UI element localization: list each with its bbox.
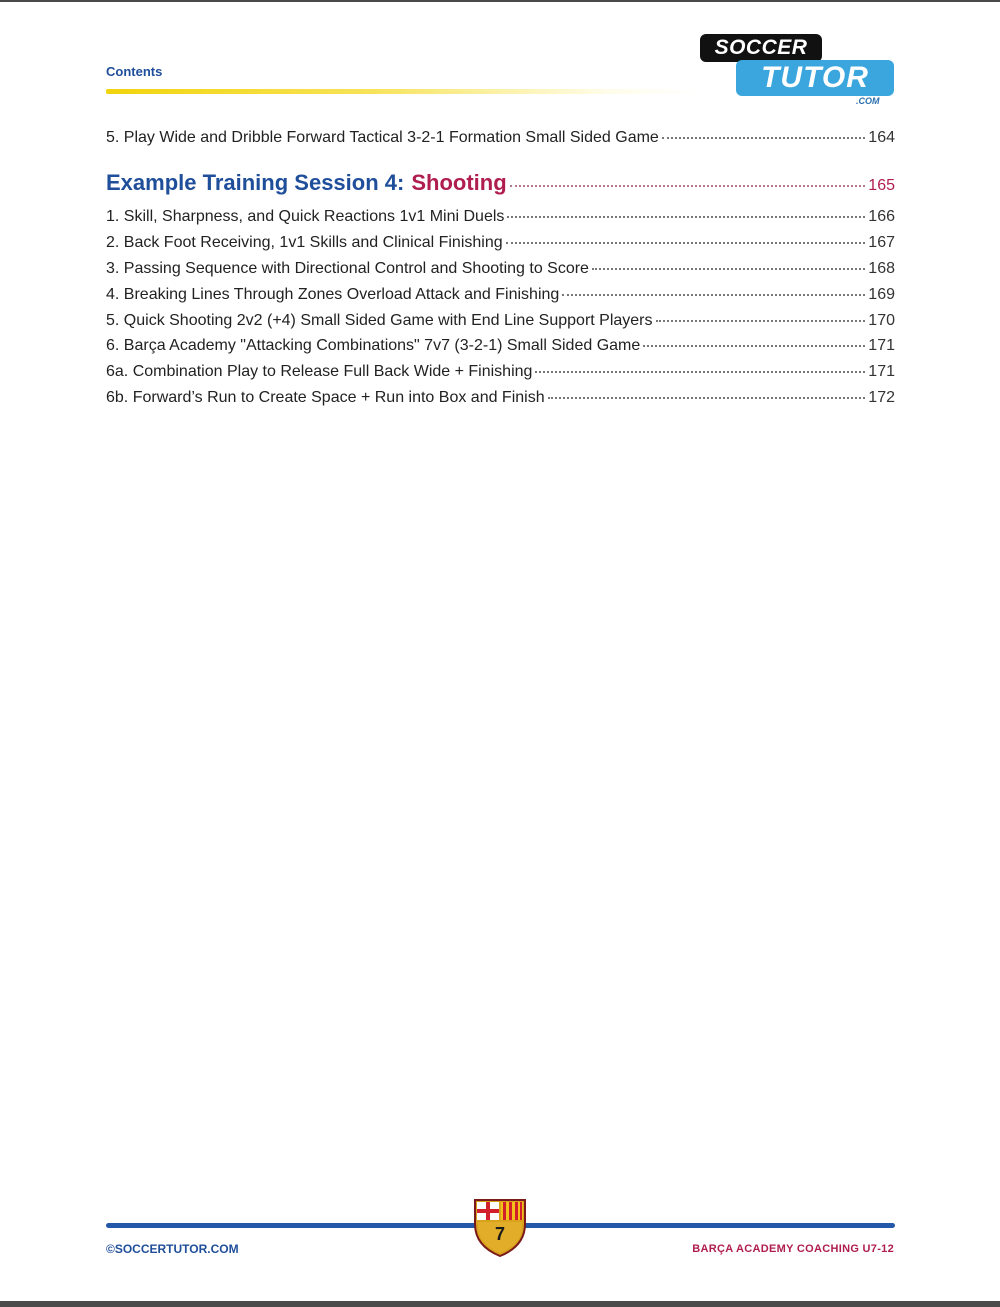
section-label: Contents [106, 64, 163, 79]
dot-leader [510, 185, 866, 187]
toc-entry-page: 166 [868, 208, 895, 225]
soccer-tutor-logo [700, 34, 896, 108]
toc-entry[interactable] [106, 260, 895, 278]
toc-entry-label: 4. Breaking Lines Through Zones Overload Attack and Finishing [106, 286, 560, 303]
logo-tutor-text: TUTOR [736, 60, 894, 96]
header-underline [106, 89, 696, 94]
session-title: Example Training Session 4: [106, 170, 405, 195]
logo-com-text: .COM [856, 96, 880, 106]
page-top-edge [0, 0, 1000, 2]
toc-entry-page: 170 [868, 312, 895, 329]
toc-entry-page: 169 [868, 286, 895, 303]
dot-leader [548, 397, 866, 399]
toc-entry-label: 6. Barça Academy "Attacking Combinations" 7v7 (3-2-1) Small Sided Game [106, 337, 641, 354]
dot-leader [656, 320, 866, 322]
dot-leader [592, 268, 865, 270]
toc-entry[interactable] [106, 363, 895, 381]
session-heading[interactable] [106, 170, 895, 196]
toc-entry-page: 172 [868, 389, 895, 406]
toc-entry-page: 171 [868, 337, 895, 354]
toc-entry[interactable] [106, 312, 895, 330]
toc-entry-label: 2. Back Foot Receiving, 1v1 Skills and Clinical Finishing [106, 234, 503, 251]
dot-leader [535, 371, 865, 373]
toc-entry-label: 1. Skill, Sharpness, and Quick Reactions 1v1 Mini Duels [106, 208, 505, 225]
dot-leader [662, 137, 865, 139]
dot-leader [506, 242, 866, 244]
toc-entry-label: 5. Play Wide and Dribble Forward Tactical 3-2-1 Formation Small Sided Game [106, 129, 659, 146]
toc-entry-prev[interactable] [106, 129, 895, 147]
toc-entry[interactable] [106, 337, 895, 355]
toc-entry[interactable] [106, 234, 895, 252]
toc-entry-page: 167 [868, 234, 895, 251]
toc-entry[interactable] [106, 389, 895, 407]
logo-soccer-text: SOCCER [700, 34, 822, 62]
page-number: 7 [494, 1224, 505, 1244]
session-page: 165 [868, 177, 895, 194]
toc-entry-label: 6a. Combination Play to Release Full Back Wide + Finishing [106, 363, 533, 380]
toc-entry-label: 3. Passing Sequence with Directional Control and Shooting to Score [106, 260, 589, 277]
dot-leader [643, 345, 865, 347]
toc-entry-page: 171 [868, 363, 895, 380]
dot-leader [562, 294, 865, 296]
dot-leader [507, 216, 865, 218]
toc-entry-label: 5. Quick Shooting 2v2 (+4) Small Sided Game with End Line Support Players [106, 312, 653, 329]
page-bottom-edge [0, 1301, 1000, 1307]
toc-entry-label: 6b. Forward’s Run to Create Space + Run into Box and Finish [106, 389, 545, 406]
toc-entry-page: 168 [868, 260, 895, 277]
barca-crest-icon [471, 1194, 529, 1258]
toc-entry[interactable] [106, 286, 895, 304]
toc-entry-page: 164 [868, 129, 895, 146]
toc-entry[interactable] [106, 208, 895, 226]
footer-book-title: BARÇA ACADEMY COACHING U7-12 [692, 1243, 894, 1255]
footer-copyright: ©SOCCERTUTOR.COM [106, 1242, 239, 1256]
session-topic: Shooting [411, 170, 507, 195]
